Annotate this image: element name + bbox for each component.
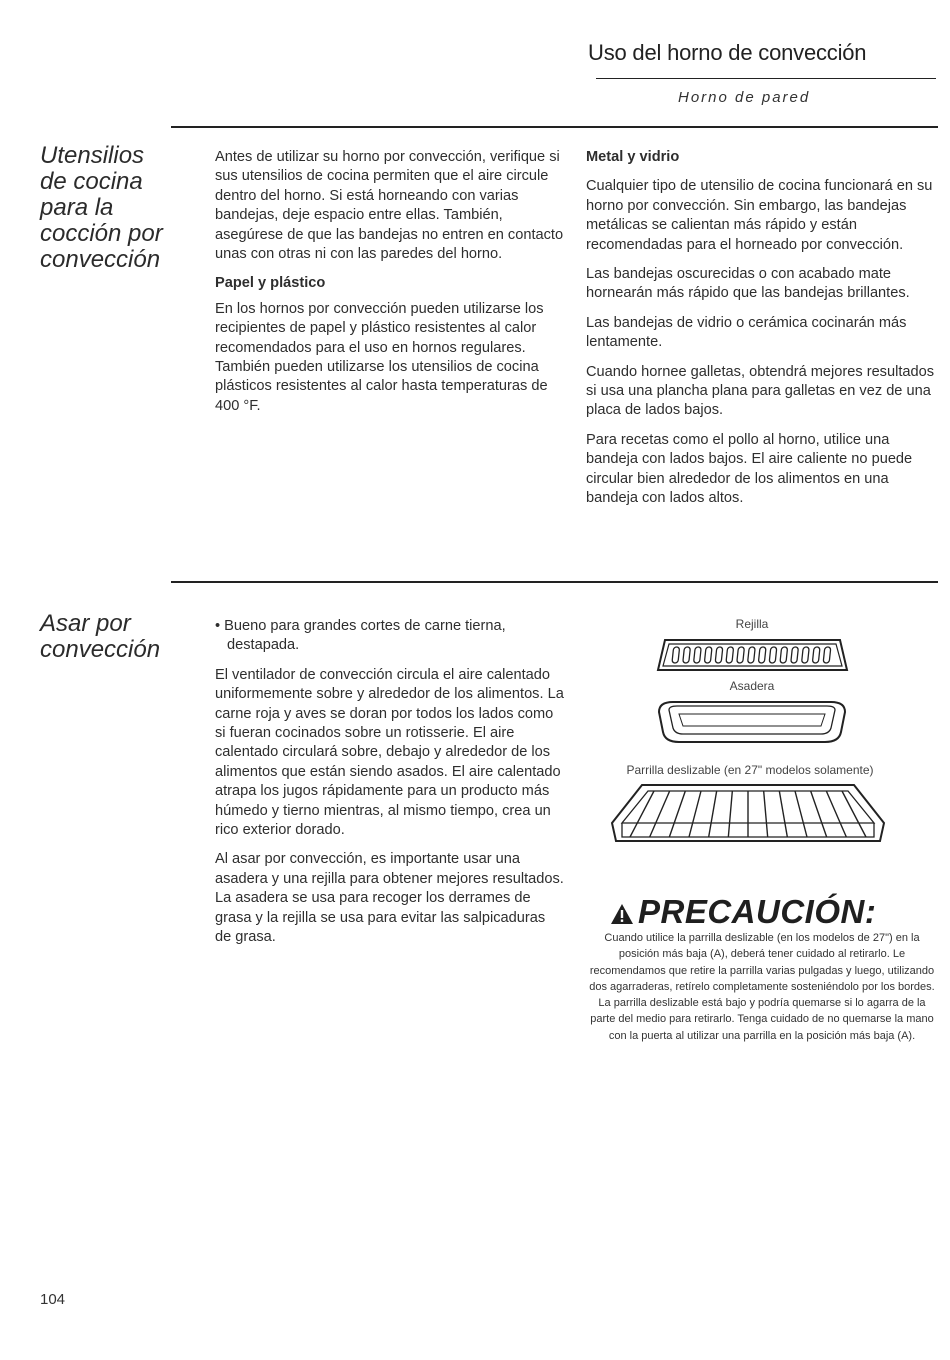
rack-bar [689,791,701,837]
grid-slot [802,647,810,663]
grid-slot [683,647,691,663]
cookware-right-column [586,148,938,519]
grid-slot [758,647,766,663]
grid-slot [791,647,799,663]
broiler-pan-illustration [655,696,850,748]
grid-slot [737,647,745,663]
rack-caption: Parrilla deslizable (en 27" modelos solamente) [626,763,874,777]
grid-slot [704,647,712,663]
page-header-subtitle: Horno de pared [678,89,811,106]
grid-slot [715,647,723,663]
roast-paragraph: El ventilador de convección circula el aire calentado uniformemente sobre y alrededor de los alimentos. La carne roja y aves se doran por todos los lados como si fueran cocinados sobre un rotisserie. El aire calentado circulará sobre, debajo y alrededor de los alimentos que están siendo asados. El aire calentado atrapa los jugos rápidamente para un producto más húmedo y tierno mientras, al mismo tiempo, crea un rico exterior dorado. [215,666,564,839]
section-title-roast: Asar por convección [40,610,161,663]
grid-slot [672,647,680,663]
page-number: 104 [40,1291,66,1308]
roast-text-column [215,617,565,958]
grid-slot [726,647,734,663]
metal-paragraph: Las bandejas de vidrio o cerámica cocinarán más lentamente. [586,314,907,351]
roast-bullet: • Bueno para grandes cortes de carne tierna, destapada. [215,618,506,654]
rack-bar [795,791,807,837]
grid-slot [769,647,777,663]
rack-bar [728,791,732,837]
roast-bullet-text: Bueno para grandes cortes de carne tierna, destapada. [224,618,506,654]
section-title-cookware: Utensilios de cocina para la cocción por convección [40,142,163,273]
sliding-rack-illustration [608,779,888,853]
header-rule [596,78,936,79]
warning-triangle-icon [610,903,634,925]
metal-paragraph: Cualquier tipo de utensilio de cocina funcionará en su horno por convección. Sin embargo, las bandejas metálicas se calientan más rápido y están recomendadas para el horneado por convección. [586,178,933,253]
page-header-title: Uso del horno de convección [588,40,867,65]
grid-slot [823,647,831,663]
roast-paragraph: Al asar por convección, es importante usar una asadera y una rejilla para obtener mejores resultados. La asadera se usa para recoger los derrames de grasa y la rejilla se usa para evitar las salpicaduras de grasa. [215,851,564,946]
rack-bar [811,791,827,837]
caution-heading [610,893,910,931]
grid-slot [694,647,702,663]
pan-caption: Asadera [729,679,775,693]
cookware-intro: Antes de utilizar su horno por convección, verifique si sus utensilios de cocina permiten que el aire circule dentro del horno. Si está horneando con varias bandejas, deje espacio entre ellas. También, asegúrese de que las bandejas no entren en contacto unas con otras ni con las paredes del horno. [215,149,564,263]
caution-heading-text: PRECAUCIÓN: [638,893,877,930]
paper-plastic-heading: Papel y plástico [215,275,326,292]
cookware-left-column [215,148,571,426]
paper-plastic-text: En los hornos por convección pueden utilizarse los recipientes de papel y plástico resistentes al calor recomendados para el uso en hornos regulares. También pueden utilizarse los utensilios de cocina plásticos resistentes al calor hasta temperaturas de 400 °F. [215,300,548,414]
rack-bar [709,791,717,837]
rack-bar [669,791,685,837]
rack-bar [779,791,787,837]
metal-paragraph: Para recetas como el pollo al horno, utilice una bandeja con lados bajos. El aire caliente no puede circular bien alrededor de los alimentos en una bandeja con lados altos. [586,431,913,507]
rack-bar [764,791,768,837]
section-divider-cookware [171,126,938,128]
section-divider-roast [171,581,938,583]
caution-text: Cuando utilice la parrilla deslizable (en los modelos de 27") en la posición más baja (A), deberá tener cuidado al retirarlo. Le recomendamos que retire la parrilla varias pulgadas y luego, utilizando dos agarraderas, retírelo completamente sosteniéndolo por los bordes. La parrilla deslizable está bajo y podría quemarse si lo agarra de la parte del medio para retirarlo. Tenga cuidado de no quemarse la mano con la puerta al utilizar una parrilla en la posición más baja (A). [589,932,935,1042]
grid-slot [780,647,788,663]
grid-caption: Rejilla [735,617,769,631]
rack-bar [650,791,670,837]
broiler-grid-illustration [655,634,850,676]
grid-slot [748,647,756,663]
metal-glass-heading: Metal y vidrio [586,149,680,165]
metal-paragraph: Cuando hornee galletas, obtendrá mejores resultados si usa una plancha plana para galletas en vez de una placa de lados bajos. [586,363,935,419]
rack-bar [826,791,846,837]
grid-slot [812,647,820,663]
metal-paragraph: Las bandejas oscurecidas o con acabado mate hornearán más rápido que las bandejas brillantes. [586,266,910,302]
